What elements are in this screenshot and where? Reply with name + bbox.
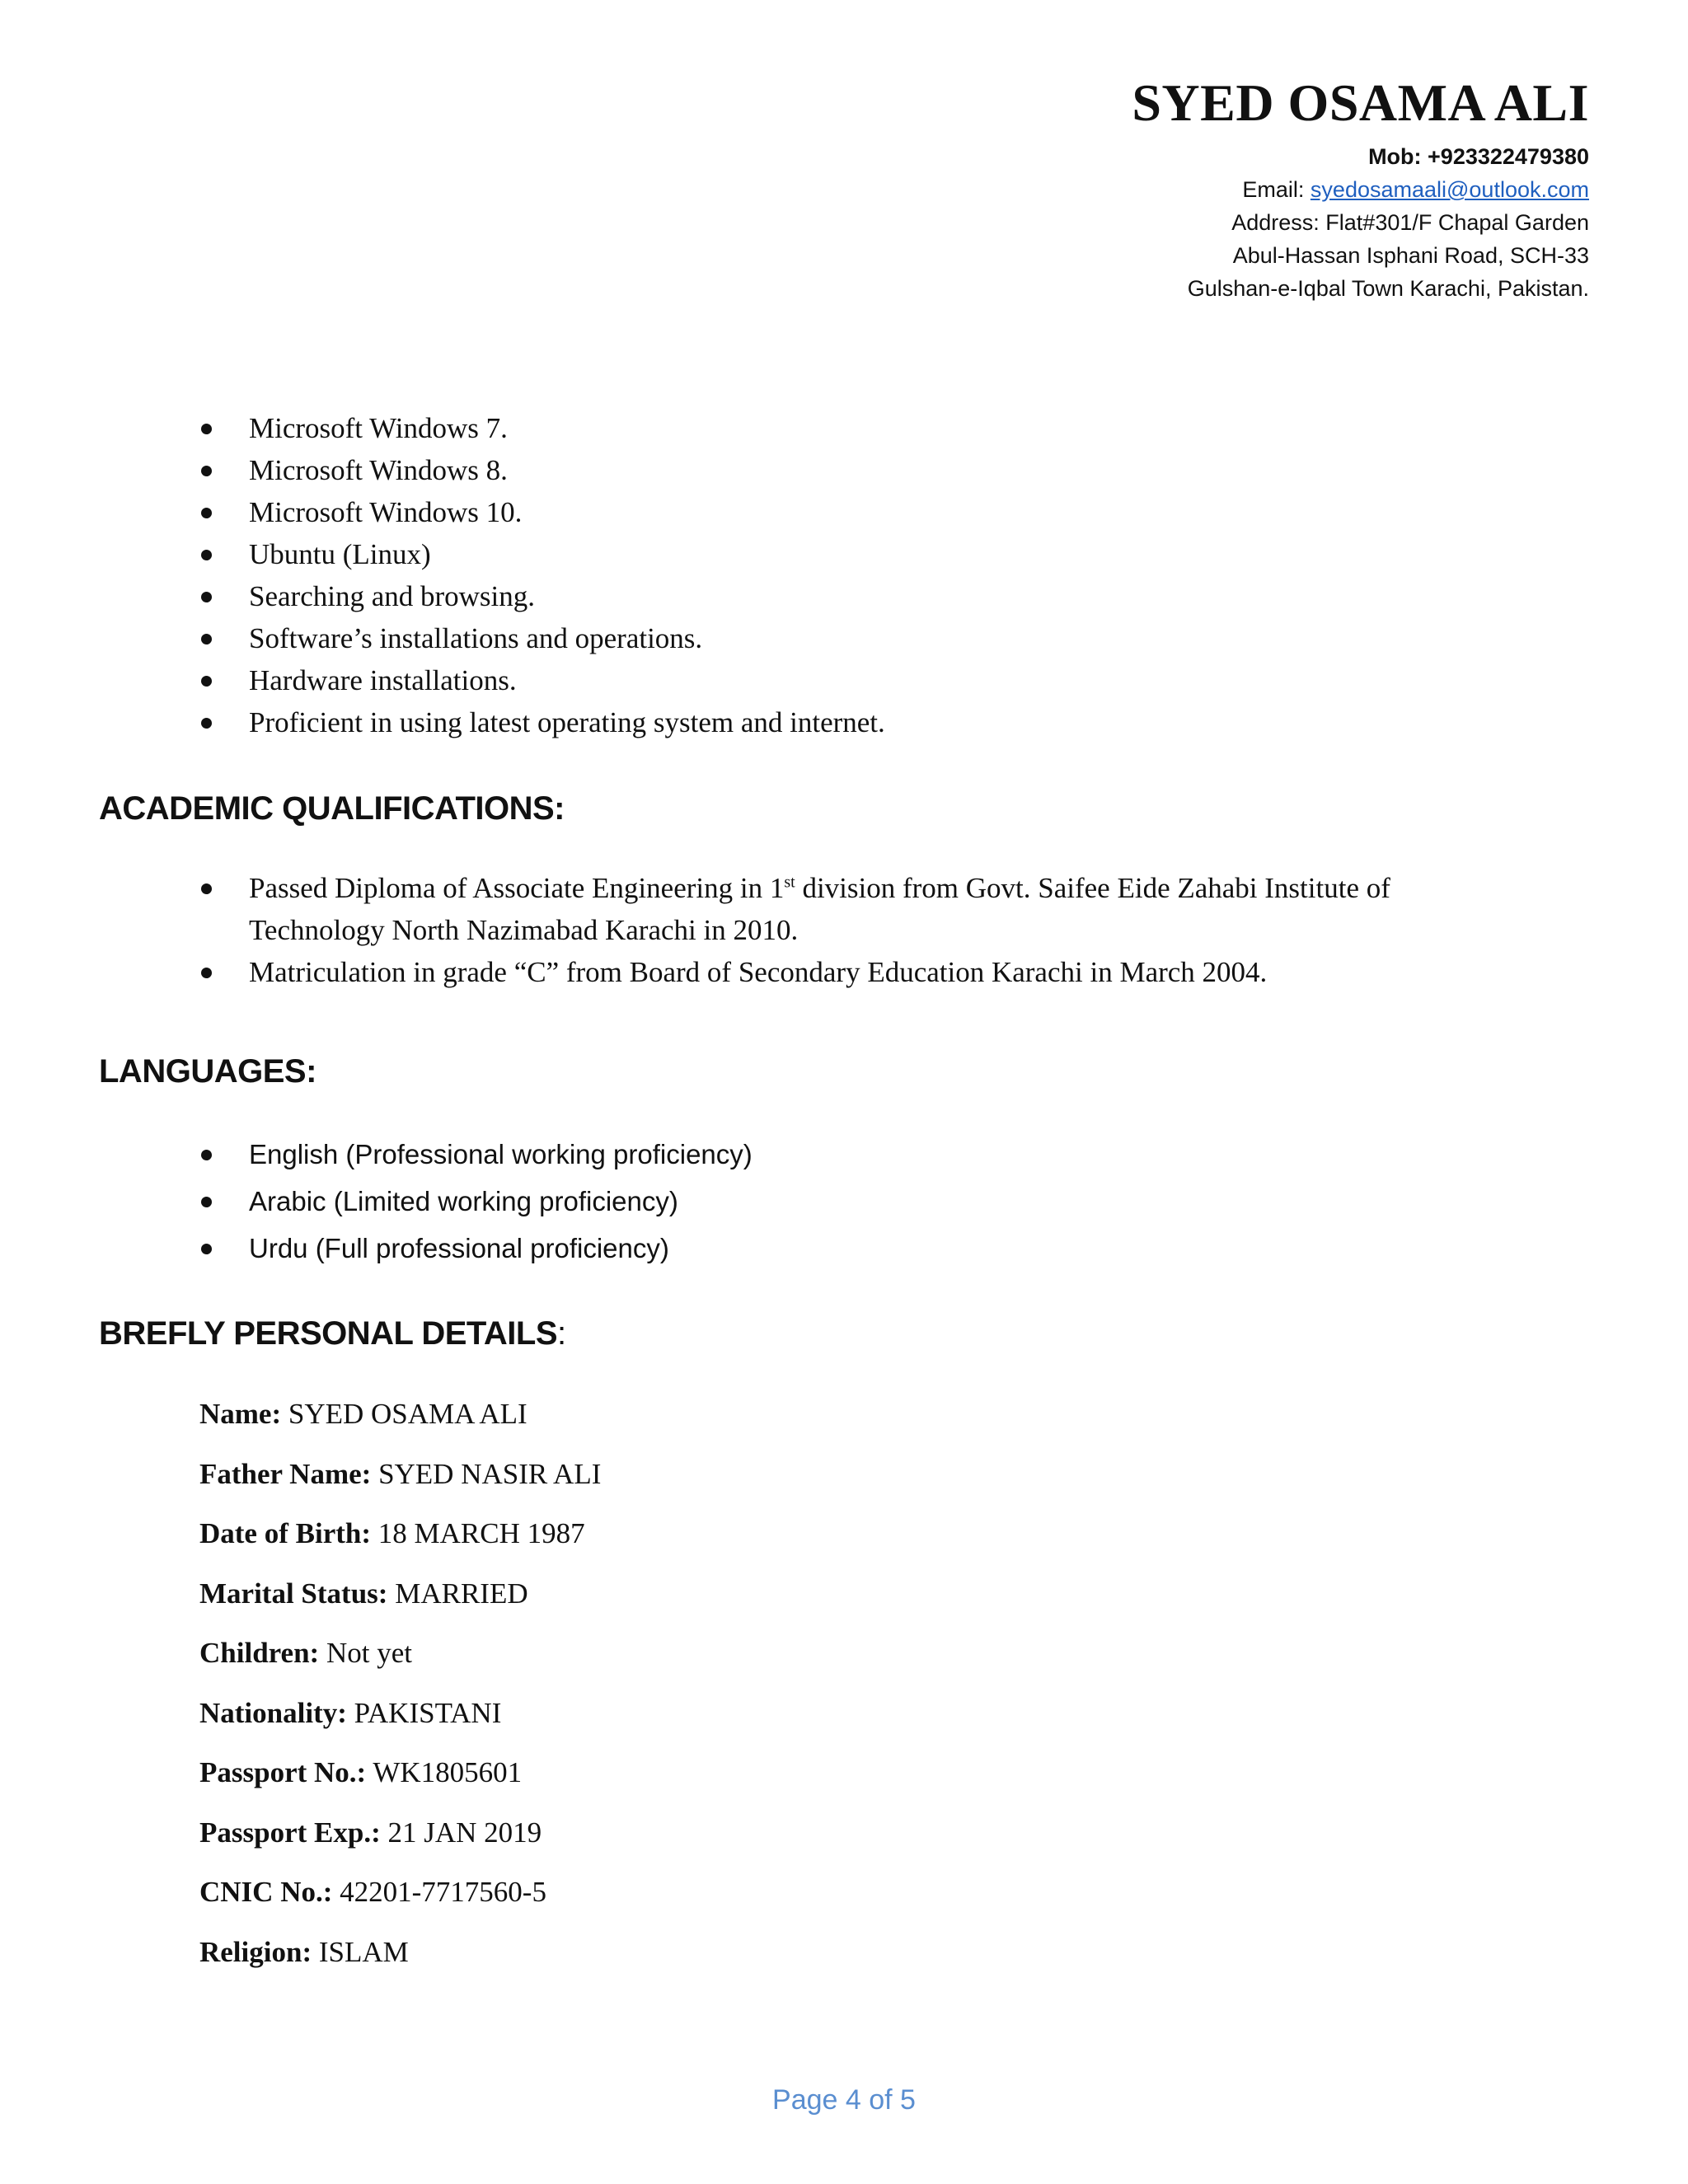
languages-heading: LANGUAGES:: [99, 1053, 316, 1090]
mobile-number: Mob: +923322479380: [1368, 144, 1589, 169]
academic-item-matric: Matriculation in grade “C” from Board of Secondary Education Karachi in March 2004.: [198, 951, 1500, 993]
detail-label: Passport Exp.:: [199, 1816, 381, 1849]
email-label: Email:: [1242, 177, 1311, 202]
detail-value: MARRIED: [387, 1577, 528, 1610]
detail-value: 18 MARCH 1987: [371, 1517, 585, 1549]
detail-row-name: [199, 1385, 1436, 1445]
detail-label: Children:: [199, 1637, 320, 1669]
detail-label: Date of Birth:: [199, 1517, 372, 1549]
language-item: English (Professional working proficiency): [198, 1131, 1500, 1178]
diploma-text-end: division from Govt. Saifee Eide Zahabi Institute of Technology North Nazimabad Karachi in 2010.: [249, 872, 1390, 946]
applicant-name: SYED OSAMA ALI: [1132, 73, 1589, 132]
skills-list: [198, 407, 1500, 743]
detail-value: SYED OSAMA ALI: [281, 1398, 528, 1430]
detail-label: Marital Status:: [199, 1577, 388, 1610]
detail-row-children: [199, 1624, 1436, 1684]
personal-heading-text: BREFLY PERSONAL DETAILS: [99, 1315, 557, 1352]
detail-row-passport-exp: [199, 1803, 1436, 1863]
detail-row-passport-no: [199, 1743, 1436, 1803]
detail-row-father-name: [199, 1445, 1436, 1505]
address-line-1: Address: Flat#301/F Chapal Garden: [1231, 210, 1589, 235]
detail-value: SYED NASIR ALI: [371, 1457, 602, 1490]
detail-value: 42201-7717560-5: [332, 1876, 546, 1908]
address-line-2: Abul-Hassan Isphani Road, SCH-33: [1232, 243, 1589, 268]
detail-row-marital-status: [199, 1564, 1436, 1624]
detail-row-cnic-no: [199, 1863, 1436, 1923]
address-line-3: Gulshan-e-Iqbal Town Karachi, Pakistan.: [1187, 276, 1589, 301]
skill-item: Microsoft Windows 10.: [198, 491, 1500, 533]
skill-item: Microsoft Windows 7.: [198, 407, 1500, 449]
contact-header: [682, 71, 1589, 305]
skill-item: Ubuntu (Linux): [198, 533, 1500, 575]
detail-label: Nationality:: [199, 1696, 347, 1729]
detail-value: WK1805601: [366, 1756, 523, 1788]
skill-item: Hardware installations.: [198, 659, 1500, 701]
skill-item: Microsoft Windows 8.: [198, 449, 1500, 491]
detail-row-date-of-birth: [199, 1504, 1436, 1564]
personal-details-heading: [99, 1312, 566, 1355]
detail-value: ISLAM: [312, 1935, 409, 1968]
detail-value: PAKISTANI: [346, 1696, 502, 1729]
detail-label: Name:: [199, 1398, 282, 1430]
academic-list: [198, 867, 1500, 993]
detail-label: Father Name:: [199, 1457, 372, 1490]
personal-heading-colon: :: [557, 1315, 566, 1352]
detail-value: 21 JAN 2019: [380, 1816, 542, 1849]
detail-label: Religion:: [199, 1935, 312, 1968]
academic-heading: ACADEMIC QUALIFICATIONS:: [99, 790, 565, 827]
detail-label: CNIC No.:: [199, 1876, 333, 1908]
language-item: Urdu (Full professional proficiency): [198, 1225, 1500, 1272]
detail-label: Passport No.:: [199, 1756, 367, 1788]
academic-item-diploma: [198, 867, 1500, 951]
page-number: Page 4 of 5: [772, 2084, 916, 2116]
personal-details: [199, 1385, 1436, 1982]
skill-item: Searching and browsing.: [198, 575, 1500, 617]
skill-item: Software’s installations and operations.: [198, 617, 1500, 659]
email-line: [682, 173, 1589, 206]
diploma-text-start: Passed Diploma of Associate Engineering in 1: [249, 872, 785, 904]
skill-item: Proficient in using latest operating system and internet.: [198, 701, 1500, 743]
detail-row-nationality: [199, 1684, 1436, 1744]
ordinal-suffix: st: [784, 873, 795, 892]
detail-value: Not yet: [319, 1637, 412, 1669]
languages-list: [198, 1131, 1500, 1272]
email-link[interactable]: syedosamaali@outlook.com: [1310, 177, 1589, 202]
detail-row-religion: [199, 1923, 1436, 1983]
language-item: Arabic (Limited working proficiency): [198, 1178, 1500, 1225]
